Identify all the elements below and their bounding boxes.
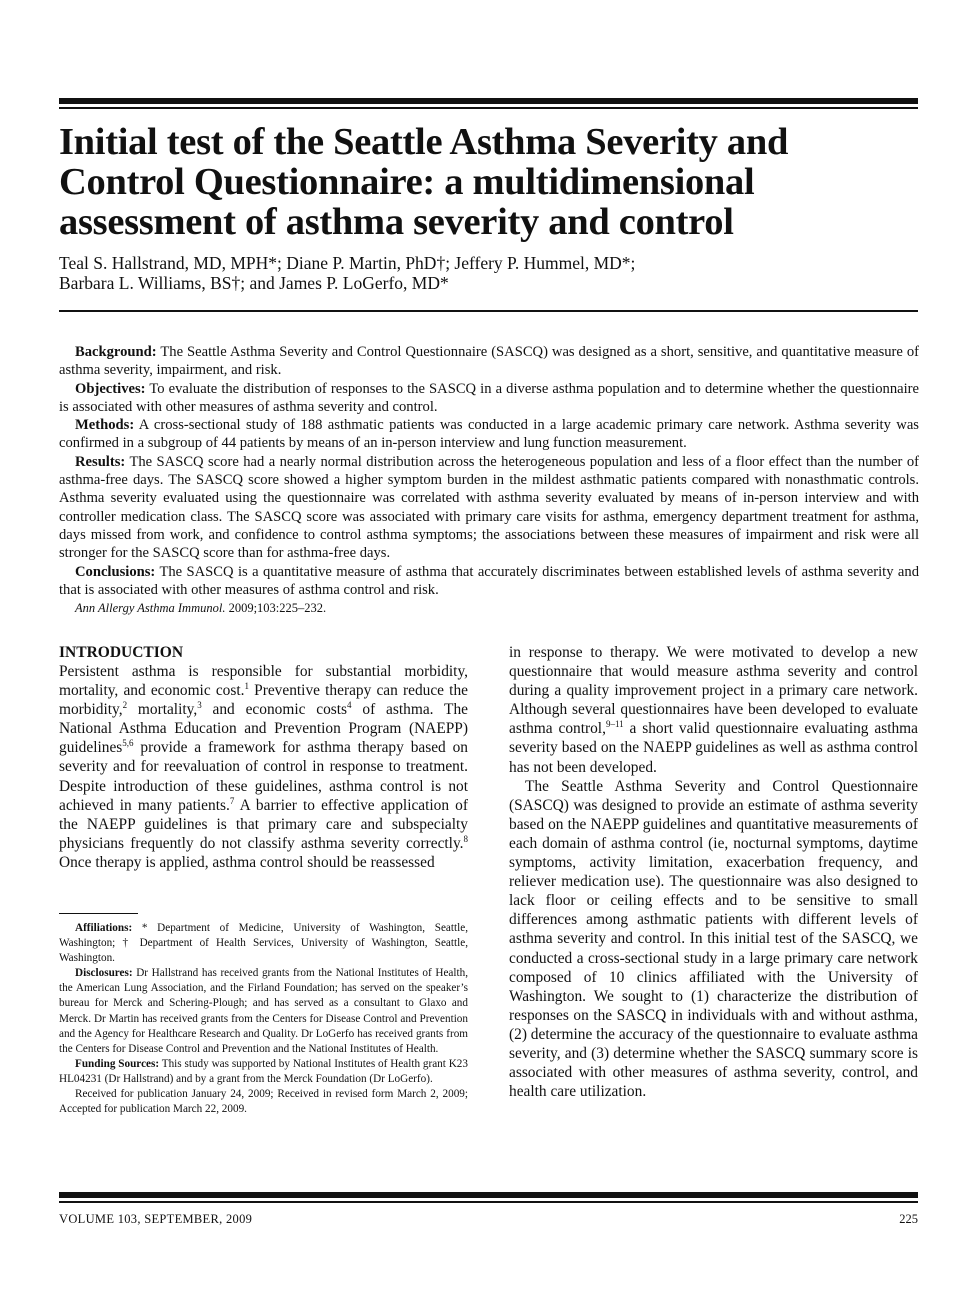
abstract-objectives [59,380,919,417]
intro-paragraph-1 [59,662,468,872]
text-run: Once therapy is applied, asthma control should be reassessed [59,853,435,871]
abstract [59,343,919,617]
citation-sup: 5,6 [122,738,134,749]
intro-paragraph-2: The Seattle Asthma Severity and Control Questionnaire (SASCQ) was designed to provide an estimate of asthma severity based on the NAEPP guidelines and quantitative measurements of each domain of asthma control (ie, nocturnal symptoms, daytime symptoms, activity limitation, exacerbation frequency, and reliever medication use). The questionnaire was also designed to lack floor or ceiling effects and to be sensitive to small differences among asthmatic patients with different levels of asthma severity and control. In this initial test of the SASCQ, we conducted a cross-sectional study in a large primary care network composed of 10 clinics affiliated with the University of Washington. We sought to (1) characterize the distribution of responses on the SASCQ in individuals with and without asthma, (2) determine the accuracy of the questionnaire to evaluate asthma severity, and (3) determine whether the SASCQ summary score is associated with other measures of asthma severity, control, and health care utilization. [509,777,918,1101]
citation-sup: 1 [244,680,249,691]
citation-sup: 3 [197,700,202,711]
text-run: Persistent asthma is responsible for substantial morbidity, mortality, and economic cost. [59,663,468,700]
abstract-label: Objectives: [75,380,146,397]
abstract-results [59,453,919,563]
footnotes [59,921,468,1117]
bottom-rule-thick [59,1192,918,1198]
footnote-rule [59,913,138,914]
author-list [59,253,919,293]
text-run: a short valid questionnaire evaluating asthma severity based on the NAEPP guidelines as well as asthma control has not been developed. [509,720,918,776]
footnote-label: Funding Sources: [75,1057,160,1070]
intro-paragraph-1-continued [509,643,918,777]
footnote-label: Affiliations: [75,922,133,934]
footnote-label: Disclosures: [75,967,133,980]
abstract-label: Methods: [75,417,135,434]
citation [59,599,919,617]
footnote-affiliations [59,921,468,966]
author-line-2: Barbara L. Williams, BS†; and James P. LoGerfo, MD* [59,273,449,293]
text-run: and economic costs [201,701,348,719]
citation-ref: 2009;103:225–232. [228,601,327,616]
citation-sup: 4 [347,700,352,711]
abstract-label: Background: [75,344,157,360]
section-heading: INTRODUCTION [59,644,184,661]
text-run: in response to therapy. We were motivated to develop a new questionnaire that would measure asthma severity and control during a quality improvement project in a primary care network. Although several questionnaires have been developed to evaluate asthma control, [509,644,918,738]
abstract-text: The SASCQ is a quantitative measure of asthma that accurately discriminates between established levels of asthma severity and that is associated with other measures of asthma control and risk. [59,563,920,598]
footnote-text: This study was supported by National Institutes of Health grant K23 HL04231 (Dr Hallstrand) and by a grant from the Merck Foundation (Dr LoGerfo). [59,1057,468,1085]
text-run: of asthma. The National Asthma Education and Prevention Program (NAEPP) guidelines [59,701,468,757]
abstract-background [59,343,919,380]
text-run: A barrier to effective application of the NAEPP guidelines is that primary care and subspecialty physicians frequently do not classify asthma severity correctly. [59,796,468,852]
citation-sup: 2 [122,700,128,711]
citation-sup: 9–11 [605,719,624,730]
footnote-received: Received for publication January 24, 2009; Received in revised form March 2, 2009; Accepted for publication March 22, 2009. [59,1088,468,1116]
citation-sup: 7 [229,795,235,806]
text-run: Preventive therapy can reduce the morbidity, [59,682,468,719]
footer-volume: VOLUME 103, SEPTEMBER, 2009 [59,1212,253,1226]
abstract-methods [59,416,919,453]
page-number: 225 [899,1212,918,1226]
footnote-text: * Department of Medicine, University of Washington, Seattle, Washington; † Department of Health Services, University of Washington, Seattle, Washington. [59,922,468,965]
abstract-text: The Seattle Asthma Severity and Control Questionnaire (SASCQ) was designed as a short, sensitive, and quantitative measure of asthma severity, impairment, and risk. [59,344,919,379]
footnote-funding [59,1057,468,1087]
footnote-text: Dr Hallstrand has received grants from the National Institutes of Health, the American Lung Association, and the Firland Foundation; has served on the speaker’s bureau for Merck and Schering-Plough; and has served as a consultant to Glaxo and Merck. Dr Martin has received grants from the Centers for Disease Control and Prevention and the Agency for Healthcare Research and Quality. Dr LoGerfo has received grants from the Centers for Disease Control and Prevention and the National Institutes of Health. [59,967,468,1055]
abstract-label: Conclusions: [75,563,156,580]
author-line-1: Teal S. Hallstrand, MD, MPH*; Diane P. Martin, PhD†; Jeffery P. Hummel, MD*; [59,253,636,273]
top-rule-thin [59,107,918,109]
abstract-conclusions [59,563,919,600]
right-column [509,643,918,1101]
footnote-disclosures [59,966,468,1057]
text-run: provide a framework for asthma therapy based on severity and for reevaluation of control in response to treatment. Despite introduction of these guidelines, asthma control is not achieved in many patients. [59,739,468,814]
article-title: Initial test of the Seattle Asthma Severity and Control Questionnaire: a multidimensional assessment of asthma severity and control [59,121,789,243]
citation-sup: 8 [463,833,468,844]
abstract-text: A cross-sectional study of 188 asthmatic patients was conducted in a large academic primary care network. Asthma severity was confirmed in a subgroup of 44 patients by means of an in-person interview and lung function measurement. [59,417,919,452]
text-run: mortality, [127,701,198,719]
abstract-text: To evaluate the distribution of responses to the SASCQ in a diverse asthma population and to determine whether the questionnaire is associated with other measures of asthma severity and control. [59,380,919,415]
title-rule [59,310,918,312]
citation-journal: Ann Allergy Asthma Immunol. [75,601,226,616]
abstract-text: The SASCQ score had a nearly normal distribution across the heterogeneous population and less of a floor effect than the number of asthma-free days. The SASCQ score showed a higher symptom burden in the mildest asthmatic patients compared with nonasthmatic controls. Asthma severity evaluated using the questionnaire was correlated with asthma severity evaluated by means of in-person interview and with controller medication class. The SASCQ score was associated with primary care visits for asthma, emergency department treatment for asthma, days missed from work, and confidence to control asthma symptoms; the associations between these measures of impairment and risk were all stronger for the SASCQ score than for asthma-free days. [59,453,919,562]
top-rule-thick [59,98,918,104]
bottom-rule-thin [59,1201,918,1203]
left-column [59,643,468,872]
abstract-label: Results: [75,453,126,470]
